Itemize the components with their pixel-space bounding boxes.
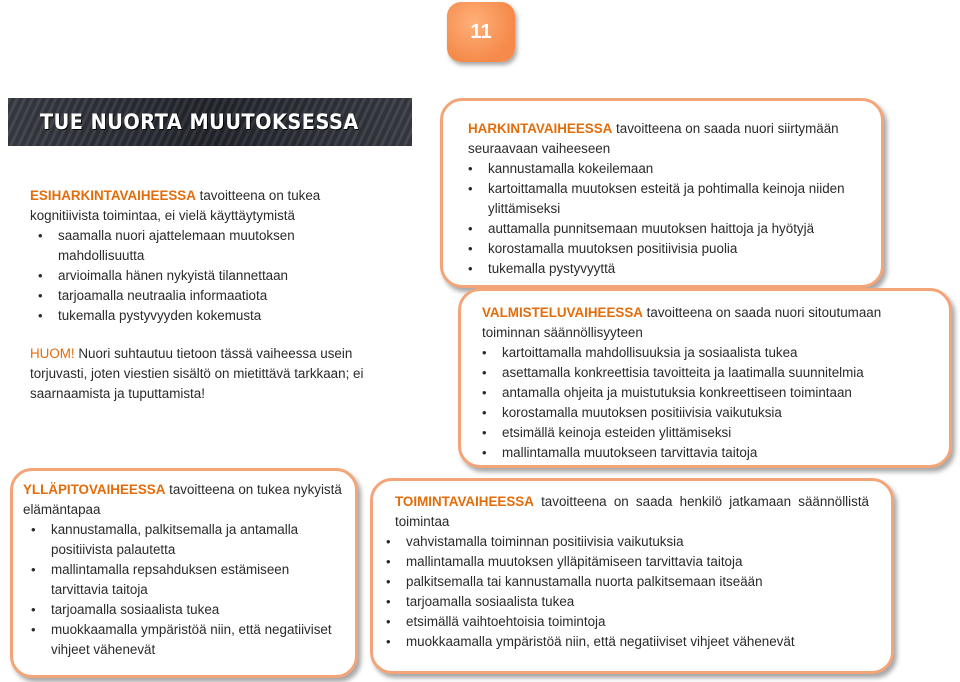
note-label: HUOM!: [30, 346, 75, 361]
list-item: • kartoittamalla mahdollisuuksia ja sosiaalista tukea: [502, 343, 941, 363]
section-intro-text: tavoitteena on saada henkilö jatkamaan säännöllistä toimintaa: [395, 494, 869, 529]
bullet-list: [51, 520, 349, 660]
list-item: • mallintamalla muutoksen ylläpitämiseen tarvittavia taitoja: [406, 552, 883, 572]
bullet-list: [406, 532, 883, 652]
bullet-list: [58, 226, 382, 326]
section-keyword: VALMISTELUVAIHEESSA: [482, 305, 643, 320]
list-item: • auttamalla punnitsemaan muutoksen haittoja ja hyötyjä: [488, 219, 873, 239]
page-number: 11: [470, 20, 492, 43]
section-keyword: TOIMINTAVAIHEESSA: [395, 494, 534, 509]
section-intro-text: tavoitteena on tukea kognitiivista toimintaa, ei vielä käyttäytymistä: [30, 188, 321, 223]
section-keyword: YLLÄPITOVAIHEESSA: [23, 482, 166, 497]
list-item: • kannustamalla kokeilemaan: [488, 159, 873, 179]
section-intro: [482, 303, 941, 343]
bullet-list: [488, 159, 873, 279]
list-item: • tarjoamalla sosiaalista tukea: [406, 592, 883, 612]
list-item: • korostamalla muutoksen positiivisia puolia: [488, 239, 873, 259]
list-item: • muokkaamalla ympäristöä niin, että negatiiviset vihjeet vähenevät: [406, 632, 883, 652]
list-item: • vahvistamalla toiminnan positiivisia vaikutuksia: [406, 532, 883, 552]
title-banner: [8, 98, 412, 146]
list-item: • saamalla nuori ajattelemaan muutoksen mahdollisuutta: [58, 226, 382, 266]
note-text: Nuori suhtautuu tietoon tässä vaiheessa usein torjuvasti, joten viestien sisältö on mietittävä tarkkaan; ei saarnaamista ja tuputtamista!: [30, 346, 364, 401]
bullet-list: [502, 343, 941, 463]
precontemplation-section: [20, 168, 392, 420]
section-intro: [30, 186, 382, 226]
list-item: • korostamalla muutoksen positiivisia vaikutuksia: [502, 403, 941, 423]
section-intro: [395, 492, 869, 532]
list-item: • mallintamalla muutokseen tarvittavia taitoja: [502, 443, 941, 463]
list-item: • kartoittamalla muutoksen esteitä ja pohtimalla keinoja niiden ylittämiseksi: [488, 179, 873, 219]
section-intro-text: tavoitteena on tukea nykyistä elämäntapaa: [23, 482, 342, 517]
section-intro: [23, 480, 349, 520]
list-item: • etsimällä keinoja esteiden ylittämiseksi: [502, 423, 941, 443]
section-keyword: ESIHARKINTAVAIHEESSA: [30, 188, 196, 203]
list-item: • antamalla ohjeita ja muistutuksia konkreettiseen toimintaan: [502, 383, 941, 403]
list-item: • tarjoamalla sosiaalista tukea: [51, 600, 349, 620]
list-item: • arvioimalla hänen nykyistä tilannettaan: [58, 266, 382, 286]
maintenance-section: [10, 468, 358, 678]
page-number-badge: [447, 2, 515, 62]
list-item: • asettamalla konkreettisia tavoitteita ja laatimalla suunnitelmia: [502, 363, 941, 383]
list-item: • etsimällä vaihtoehtoisia toimintoja: [406, 612, 883, 632]
list-item: • palkitsemalla tai kannustamalla nuorta palkitsemaan itseään: [406, 572, 883, 592]
section-intro: [468, 119, 873, 159]
list-item: • muokkaamalla ympäristöä niin, että negatiiviset vihjeet vähenevät: [51, 620, 349, 660]
list-item: • mallintamalla repsahduksen estämiseen tarvittavia taitoja: [51, 560, 349, 600]
section-intro-text: tavoitteena on saada nuori siirtymään seuraavaan vaiheeseen: [468, 121, 839, 156]
section-keyword: HARKINTAVAIHEESSA: [468, 121, 613, 136]
list-item: • tukemalla pystyvyyttä: [488, 259, 873, 279]
list-item: • tarjoamalla neutraalia informaatiota: [58, 286, 382, 306]
preparation-section: [458, 288, 952, 468]
list-item: • kannustamalla, palkitsemalla ja antamalla positiivista palautetta: [51, 520, 349, 560]
note: [30, 344, 382, 404]
section-intro-text: tavoitteena on saada nuori sitoutumaan toiminnan säännöllisyyteen: [482, 305, 882, 340]
list-item: • tukemalla pystyvyyden kokemusta: [58, 306, 382, 326]
contemplation-section: [440, 98, 884, 288]
action-section: [370, 478, 894, 674]
banner-title: TUE NUORTA MUUTOKSESSA: [40, 110, 359, 134]
